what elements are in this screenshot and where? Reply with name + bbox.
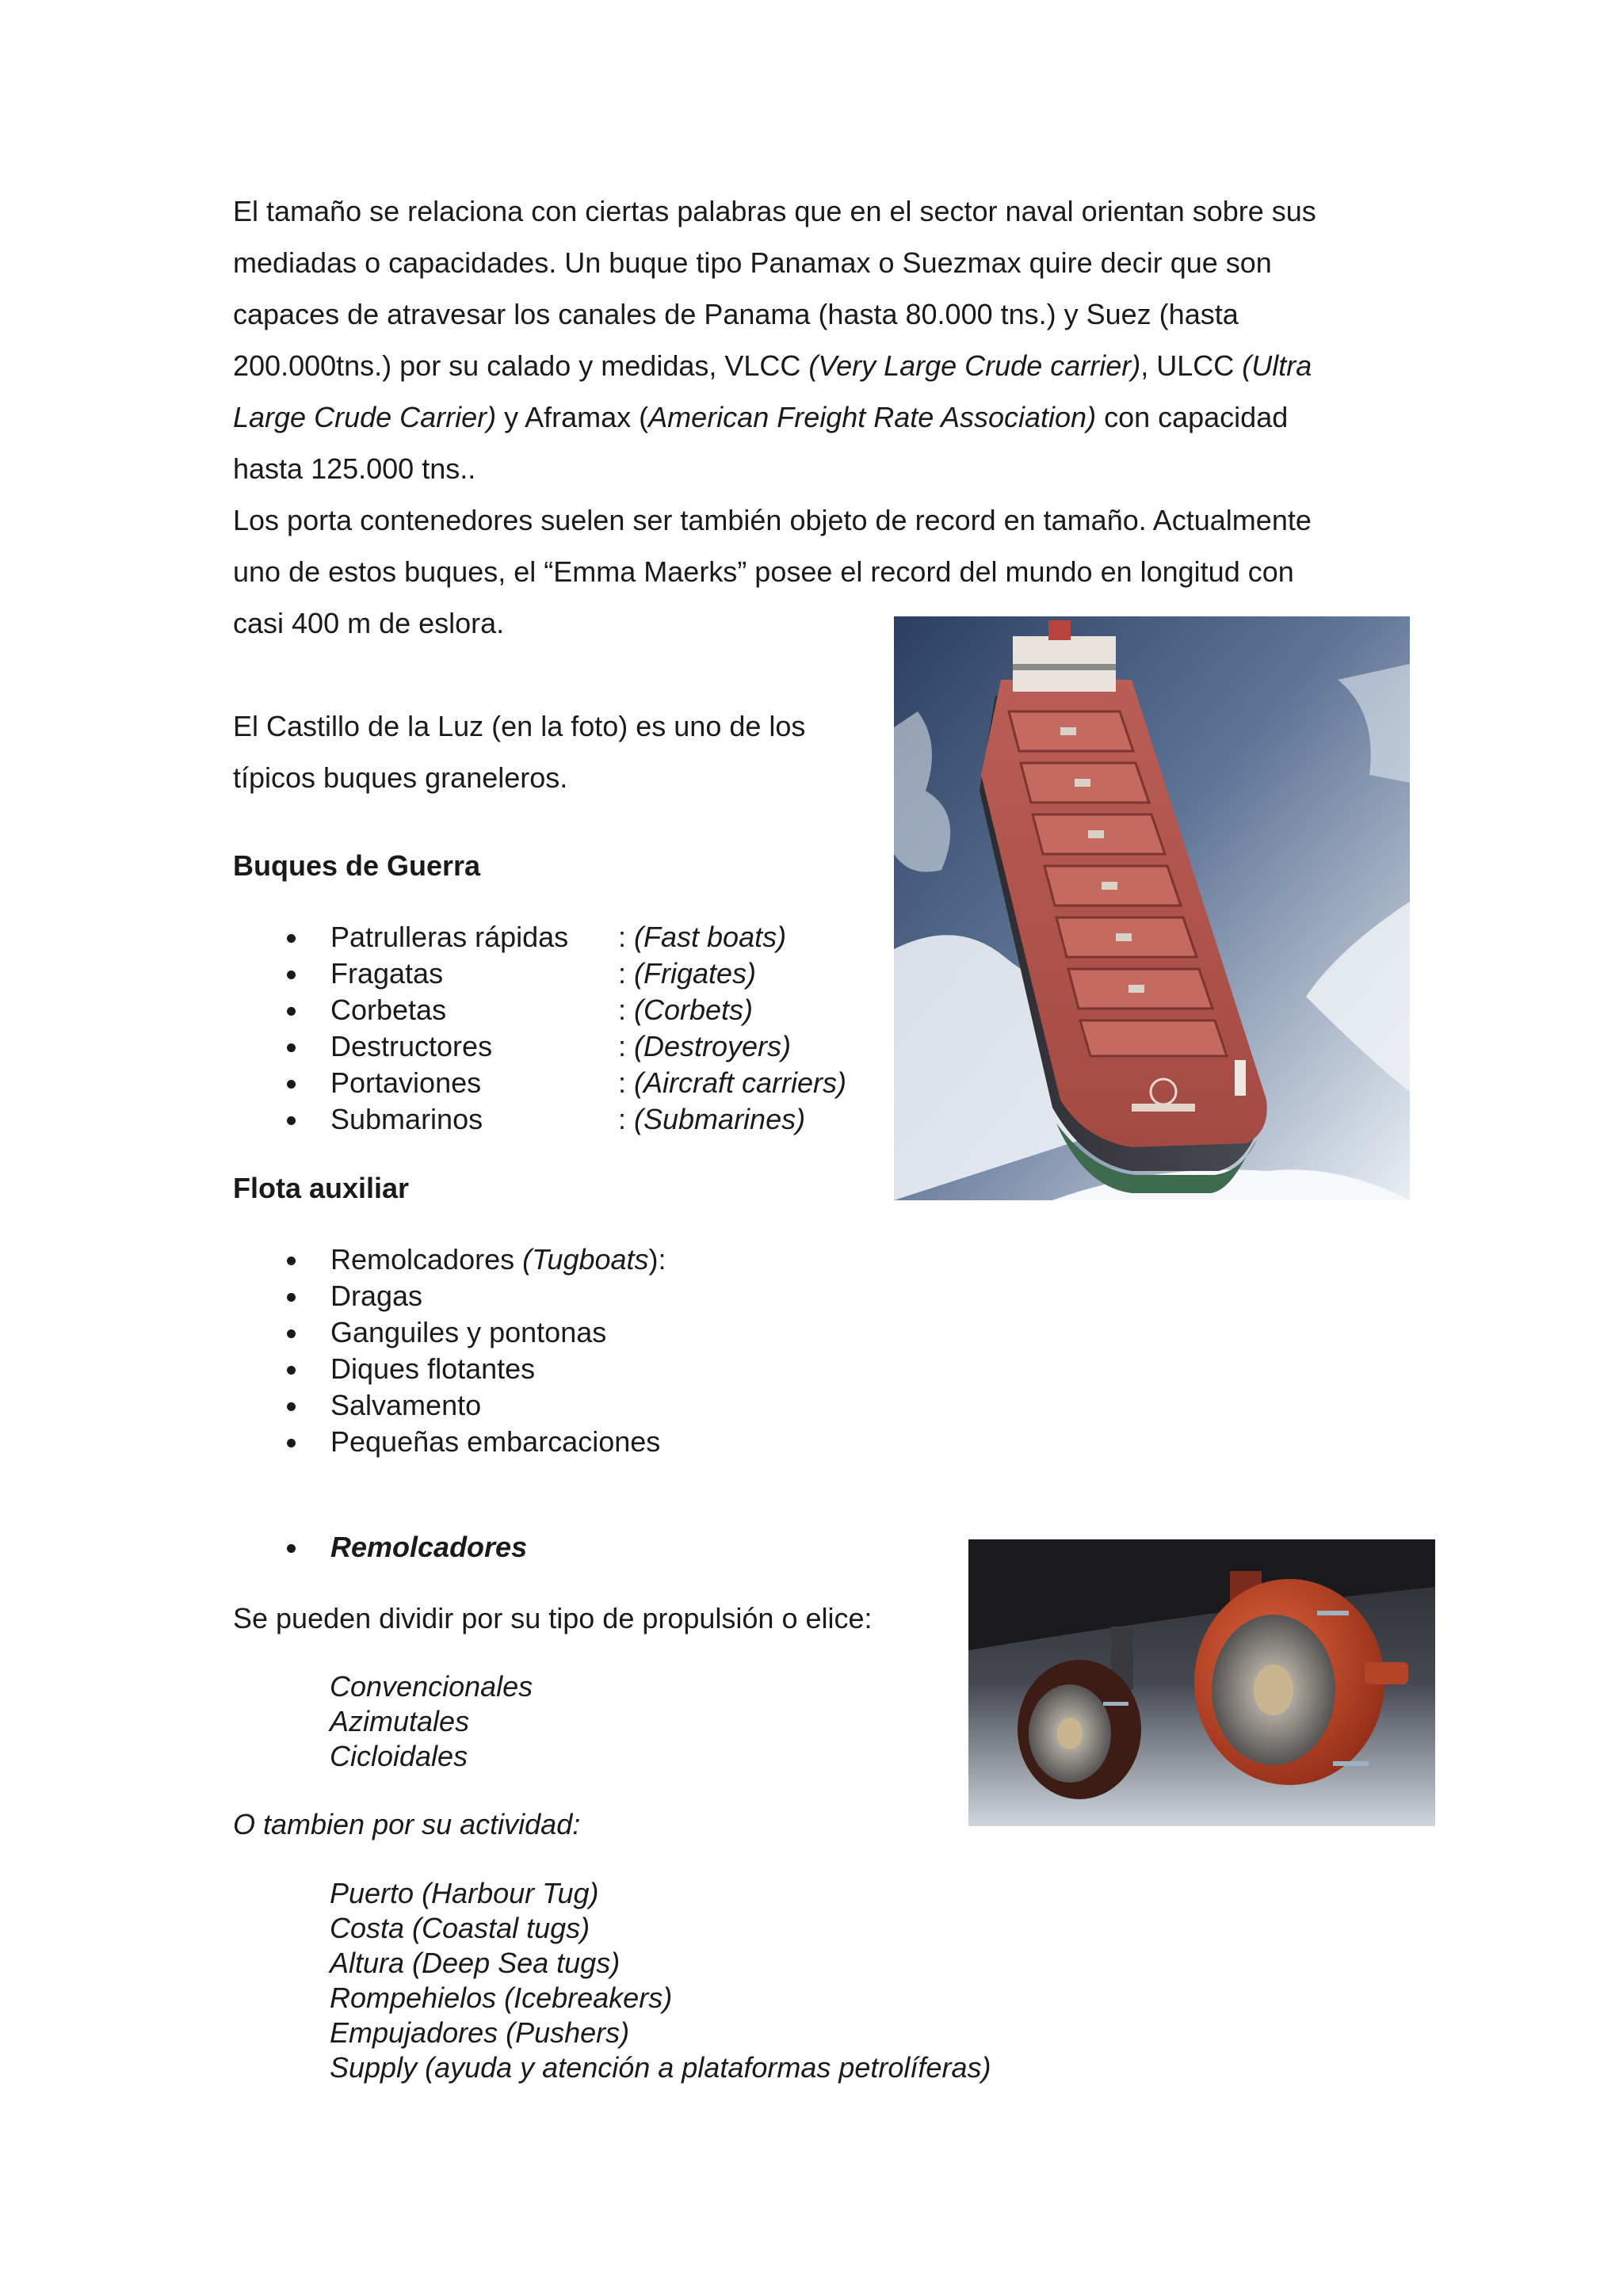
text-line: El tamaño se relaciona con ciertas palabras que en el sector naval orientan sobre sus: [233, 195, 1316, 227]
propulsion-list: [330, 1669, 533, 1774]
text-line: hasta 125.000 tns..: [233, 452, 476, 485]
text-line: típicos buques graneleros.: [233, 761, 568, 794]
bullet-icon: [287, 1402, 296, 1411]
text-run: ):: [648, 1243, 666, 1276]
text-line: Los porta contenedores suelen ser también objeto de record en tamaño. Actualmente: [233, 504, 1312, 536]
thruster-illustration: [968, 1539, 1435, 1826]
auxiliary-fleet-heading: Flota auxiliar: [233, 1172, 410, 1204]
bullet-icon: [287, 1043, 296, 1052]
list-item: Empujadores (Pushers): [330, 2016, 630, 2049]
separator: :: [618, 921, 635, 953]
list-item: Convencionales: [330, 1670, 533, 1703]
bullet-icon: [287, 1329, 296, 1338]
list-item: Altura (Deep Sea tugs): [330, 1947, 621, 1979]
text-line: El Castillo de la Luz (en la foto) es uno de los: [233, 710, 806, 742]
tugs-activity-intro: O tambien por su actividad:: [233, 1808, 581, 1840]
list-item: Costa (Coastal tugs): [330, 1912, 590, 1944]
bulk-carrier-photo: [894, 616, 1410, 1200]
list-item: Puerto (Harbour Tug): [330, 1877, 599, 1909]
translation-text: (Corbets): [634, 994, 754, 1026]
text-line: capaces de atravesar los canales de Panama (hasta 80.000 tns.) y Suez (hasta: [233, 298, 1239, 330]
ship-type-translation: [618, 955, 756, 992]
aux-type: Dragas: [330, 1280, 423, 1312]
ship-type: Submarinos: [330, 1103, 483, 1135]
translation-text: (Submarines): [634, 1103, 806, 1135]
text-run: Remolcadores: [330, 1243, 523, 1276]
text-line: uno de estos buques, el “Emma Maerks” posee el record del mundo en longitud con: [233, 555, 1294, 588]
bullet-icon: [287, 1293, 296, 1302]
castillo-paragraph: [233, 700, 867, 803]
aux-type: Ganguiles y pontonas: [330, 1316, 607, 1348]
aux-type: Salvamento: [330, 1389, 482, 1421]
text-line: [233, 340, 1390, 391]
ship-type: Destructores: [330, 1030, 493, 1062]
ship-type-translation: [618, 1028, 791, 1065]
separator: :: [618, 994, 635, 1026]
translation-text: (Destroyers): [634, 1030, 792, 1062]
ship-type: Patrulleras rápidas: [330, 921, 569, 953]
ship-type: Portaviones: [330, 1066, 482, 1099]
separator: :: [618, 1066, 635, 1099]
text-line: casi 400 m de eslora.: [233, 607, 505, 639]
warships-heading: Buques de Guerra: [233, 849, 481, 882]
separator: :: [618, 1030, 635, 1062]
separator: :: [618, 1103, 635, 1135]
bullet-icon: [287, 971, 296, 979]
separator: :: [618, 957, 635, 990]
bullet-icon: [287, 1366, 296, 1375]
ship-type-translation: [618, 919, 786, 955]
text-line: [233, 391, 1390, 443]
intro-paragraph: [233, 185, 1390, 649]
aframax-definition: American Freight Rate Association): [648, 401, 1097, 433]
bullet-icon: [287, 1544, 296, 1553]
azimuth-thrusters-photo: [968, 1539, 1435, 1826]
activity-list: [330, 1876, 991, 2085]
bullet-icon: [287, 1257, 296, 1265]
bullet-icon: [287, 1080, 296, 1089]
translation-text: (Aircraft carriers): [634, 1066, 847, 1099]
translation-text: (Tugboats: [522, 1243, 649, 1276]
vlcc-definition: (Very Large Crude carrier): [808, 349, 1141, 382]
list-item: Cicloidales: [330, 1740, 468, 1772]
translation-text: (Frigates): [634, 957, 757, 990]
ship-type-translation: [618, 1065, 846, 1101]
text-run: con capacidad: [1096, 401, 1289, 433]
bullet-icon: [287, 1439, 296, 1447]
list-item: Azimutales: [330, 1705, 470, 1737]
list-item: Supply (ayuda y atención a plataformas petrolíferas): [330, 2051, 991, 2084]
ship-illustration: [894, 616, 1410, 1200]
ulcc-definition: (Ultra: [1242, 349, 1312, 382]
aux-type: [330, 1241, 666, 1278]
bullet-icon: [287, 934, 296, 943]
bullet-icon: [287, 1116, 296, 1125]
text-line: mediadas o capacidades. Un buque tipo Panamax o Suezmax quire decir que son: [233, 246, 1272, 279]
ulcc-definition-cont: Large Crude Carrier): [233, 401, 497, 433]
translation-text: (Fast boats): [634, 921, 787, 953]
text-run: y Aframax (: [496, 401, 649, 433]
ship-type-translation: [618, 1101, 805, 1138]
tugs-propulsion-intro: Se pueden dividir por su tipo de propulsión o elice:: [233, 1602, 873, 1634]
text-run: , ULCC: [1140, 349, 1243, 382]
ship-type: Fragatas: [330, 957, 444, 990]
ship-type-translation: [618, 992, 753, 1028]
bullet-icon: [287, 1007, 296, 1016]
list-item: Rompehielos (Icebreakers): [330, 1981, 673, 2014]
aux-type: Pequeñas embarcaciones: [330, 1425, 661, 1458]
text-run: 200.000tns.) por su calado y medidas, VLCC: [233, 349, 809, 382]
ship-type: Corbetas: [330, 994, 447, 1026]
aux-type: Diques flotantes: [330, 1352, 536, 1385]
tugs-heading: Remolcadores: [330, 1531, 528, 1563]
